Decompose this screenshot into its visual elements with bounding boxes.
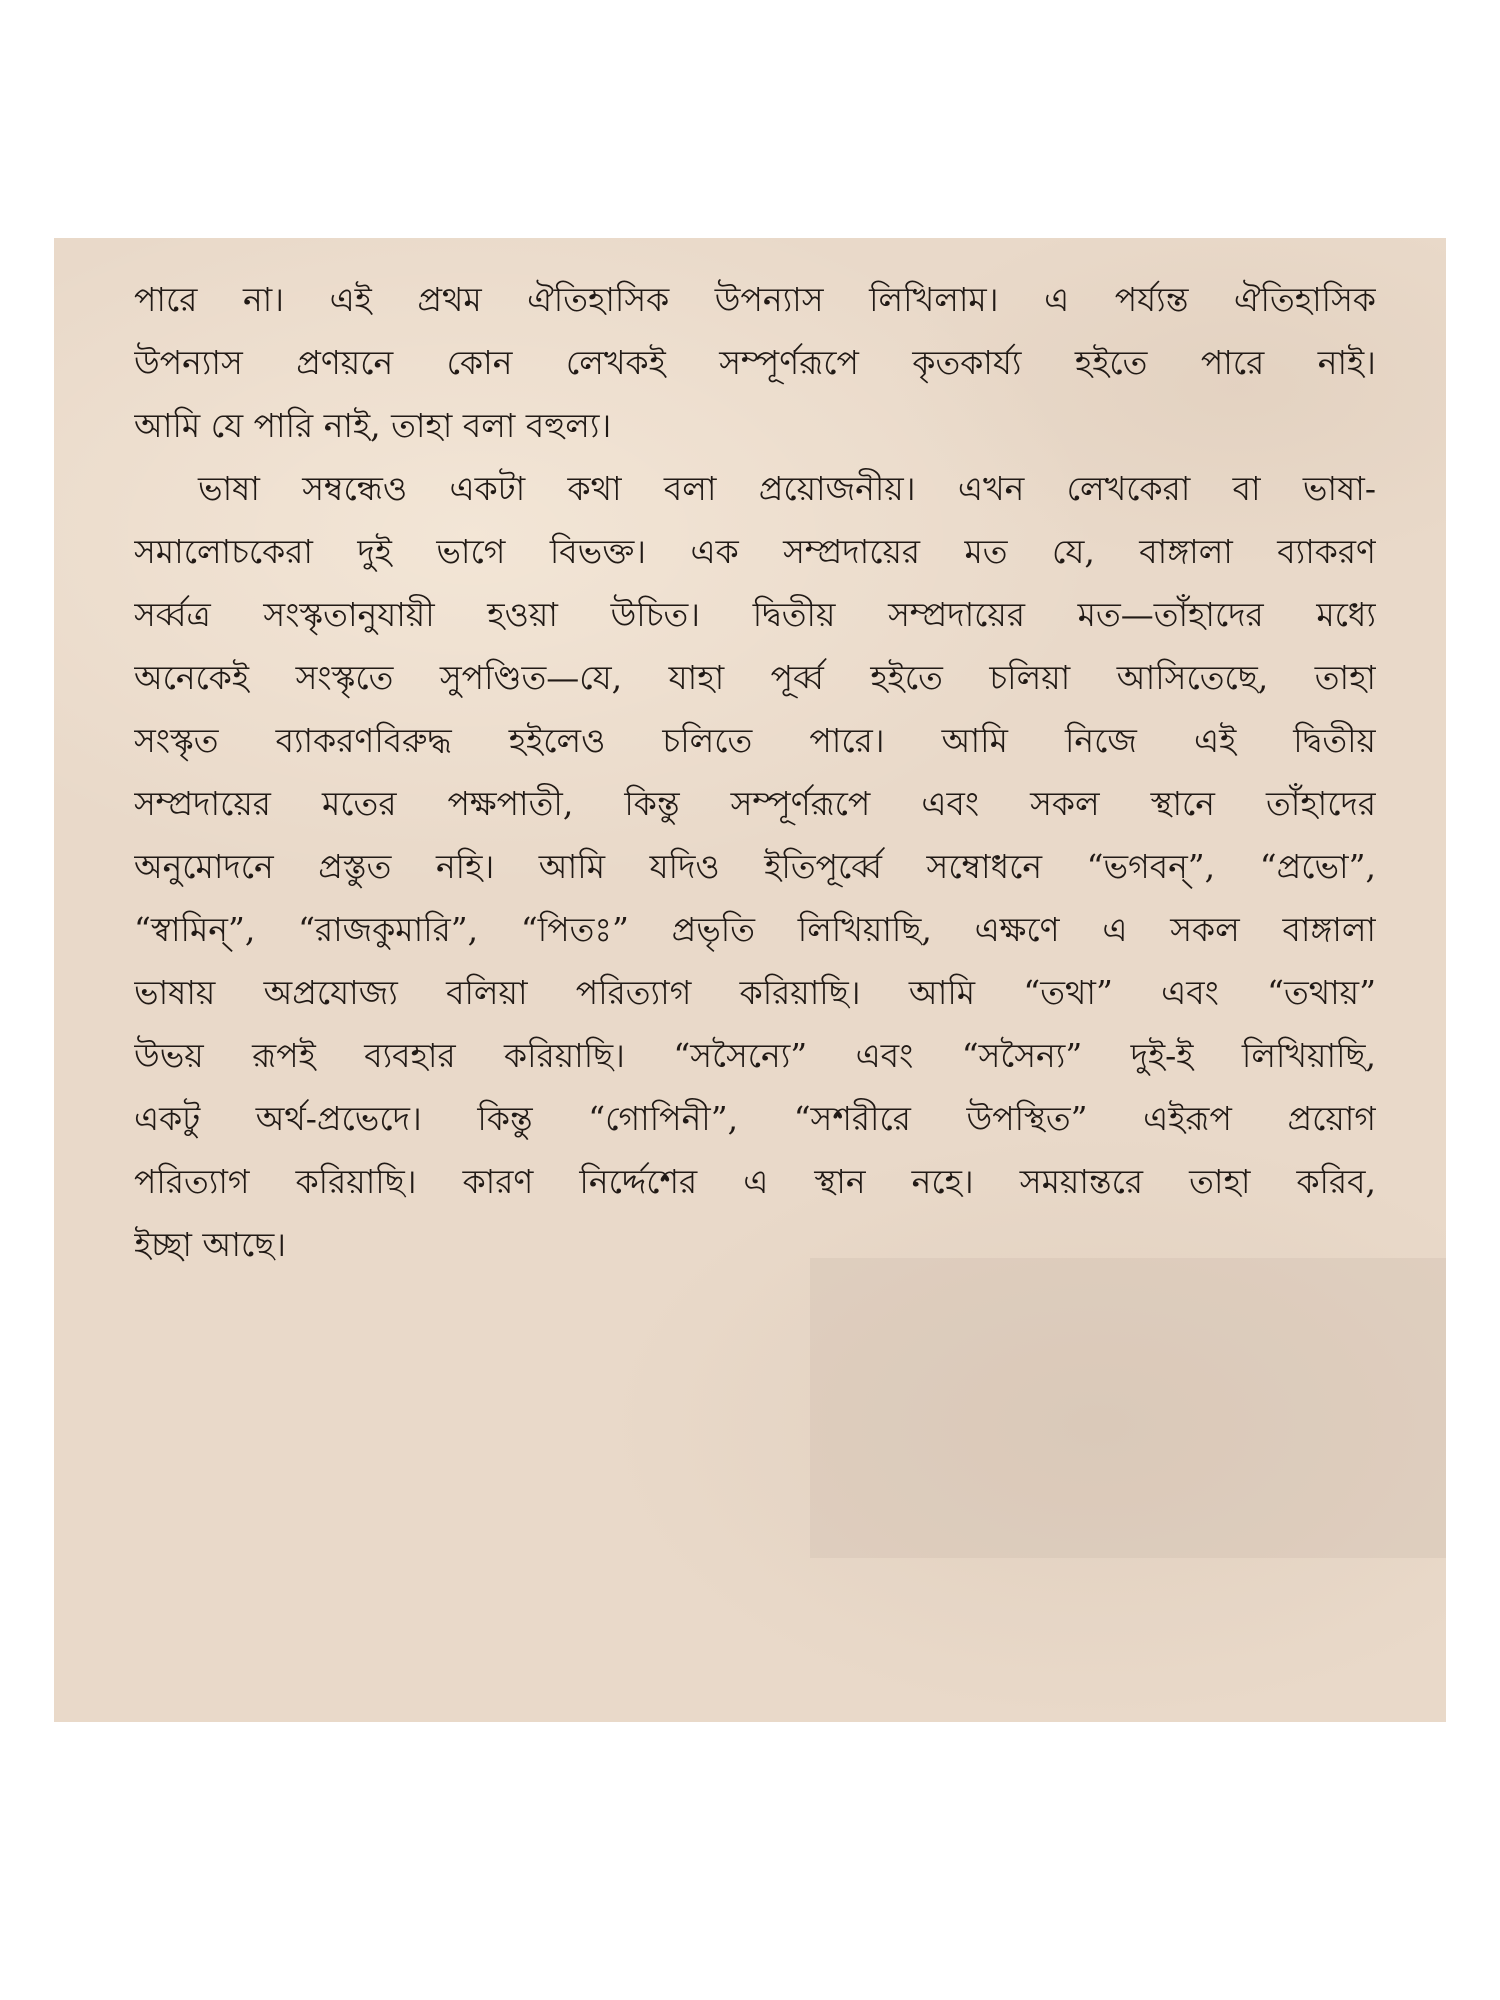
text-line: “স্বামিন্”, “রাজকুমারি”, “পিতঃ” প্রভৃতি লিখিয়াছি, এক্ষণে এ সকল বাঙ্গালা bbox=[134, 910, 1376, 949]
text-line: অনুমোদনে প্রস্তুত নহি। আমি যদিও ইতিপূর্ব্বে সম্বোধনে “ভগবন্”, “প্রভো”, bbox=[134, 847, 1376, 886]
text-line: আমি যে পারি নাই, তাহা বলা বহুল্য। bbox=[134, 406, 612, 445]
text-line: অনেকেই সংস্কৃতে সুপণ্ডিত—যে, যাহা পূর্ব্ব হইতে চলিয়া আসিতেছে, তাহা bbox=[134, 658, 1376, 697]
text-line: একটু অর্থ-প্রভেদে। কিন্তু “গোপিনী”, “সশরীরে উপস্থিত” এইরূপ প্রয়োগ bbox=[134, 1099, 1376, 1138]
text-line: সর্ব্বত্র সংস্কৃতানুযায়ী হওয়া উচিত। দ্বিতীয় সম্প্রদায়ের মত—তাঁহাদের মধ্যে bbox=[134, 595, 1376, 634]
scanned-page bbox=[54, 238, 1446, 1722]
text-line: সম্প্রদায়ের মতের পক্ষপাতী, কিন্তু সম্পূর্ণরূপে এবং সকল স্থানে তাঁহাদের bbox=[134, 784, 1376, 823]
text-line: উভয় রূপই ব্যবহার করিয়াছি। “সসৈন্যে” এবং “সসৈন্য” দুই-ই লিখিয়াছি, bbox=[134, 1036, 1376, 1075]
text-line: উপন্যাস প্রণয়নে কোন লেখকই সম্পূর্ণরূপে কৃতকার্য্য হইতে পারে নাই। bbox=[134, 343, 1376, 382]
text-line: সংস্কৃত ব্যাকরণবিরুদ্ধ হইলেও চলিতে পারে। আমি নিজে এই দ্বিতীয় bbox=[134, 721, 1376, 760]
text-line: পারে না। এই প্রথম ঐতিহাসিক উপন্যাস লিখিলাম। এ পর্য্যন্ত ঐতিহাসিক bbox=[134, 280, 1376, 319]
text-line: পরিত্যাগ করিয়াছি। কারণ নির্দ্দেশের এ স্থান নহে। সময়ান্তরে তাহা করিব, bbox=[134, 1162, 1376, 1201]
paper-discoloration bbox=[810, 1258, 1446, 1558]
text-line: ইচ্ছা আছে। bbox=[134, 1225, 287, 1264]
body-text bbox=[134, 268, 1376, 1276]
paragraph-first-line: ভাষা সম্বন্ধেও একটা কথা বলা প্রয়োজনীয়। এখন লেখকেরা বা ভাষা- bbox=[198, 469, 1376, 508]
text-line: ভাষায় অপ্রযোজ্য বলিয়া পরিত্যাগ করিয়াছি। আমি “তথা” এবং “তথায়” bbox=[134, 973, 1376, 1012]
text-line: সমালোচকেরা দুই ভাগে বিভক্ত। এক সম্প্রদায়ের মত যে, বাঙ্গালা ব্যাকরণ bbox=[134, 532, 1376, 571]
